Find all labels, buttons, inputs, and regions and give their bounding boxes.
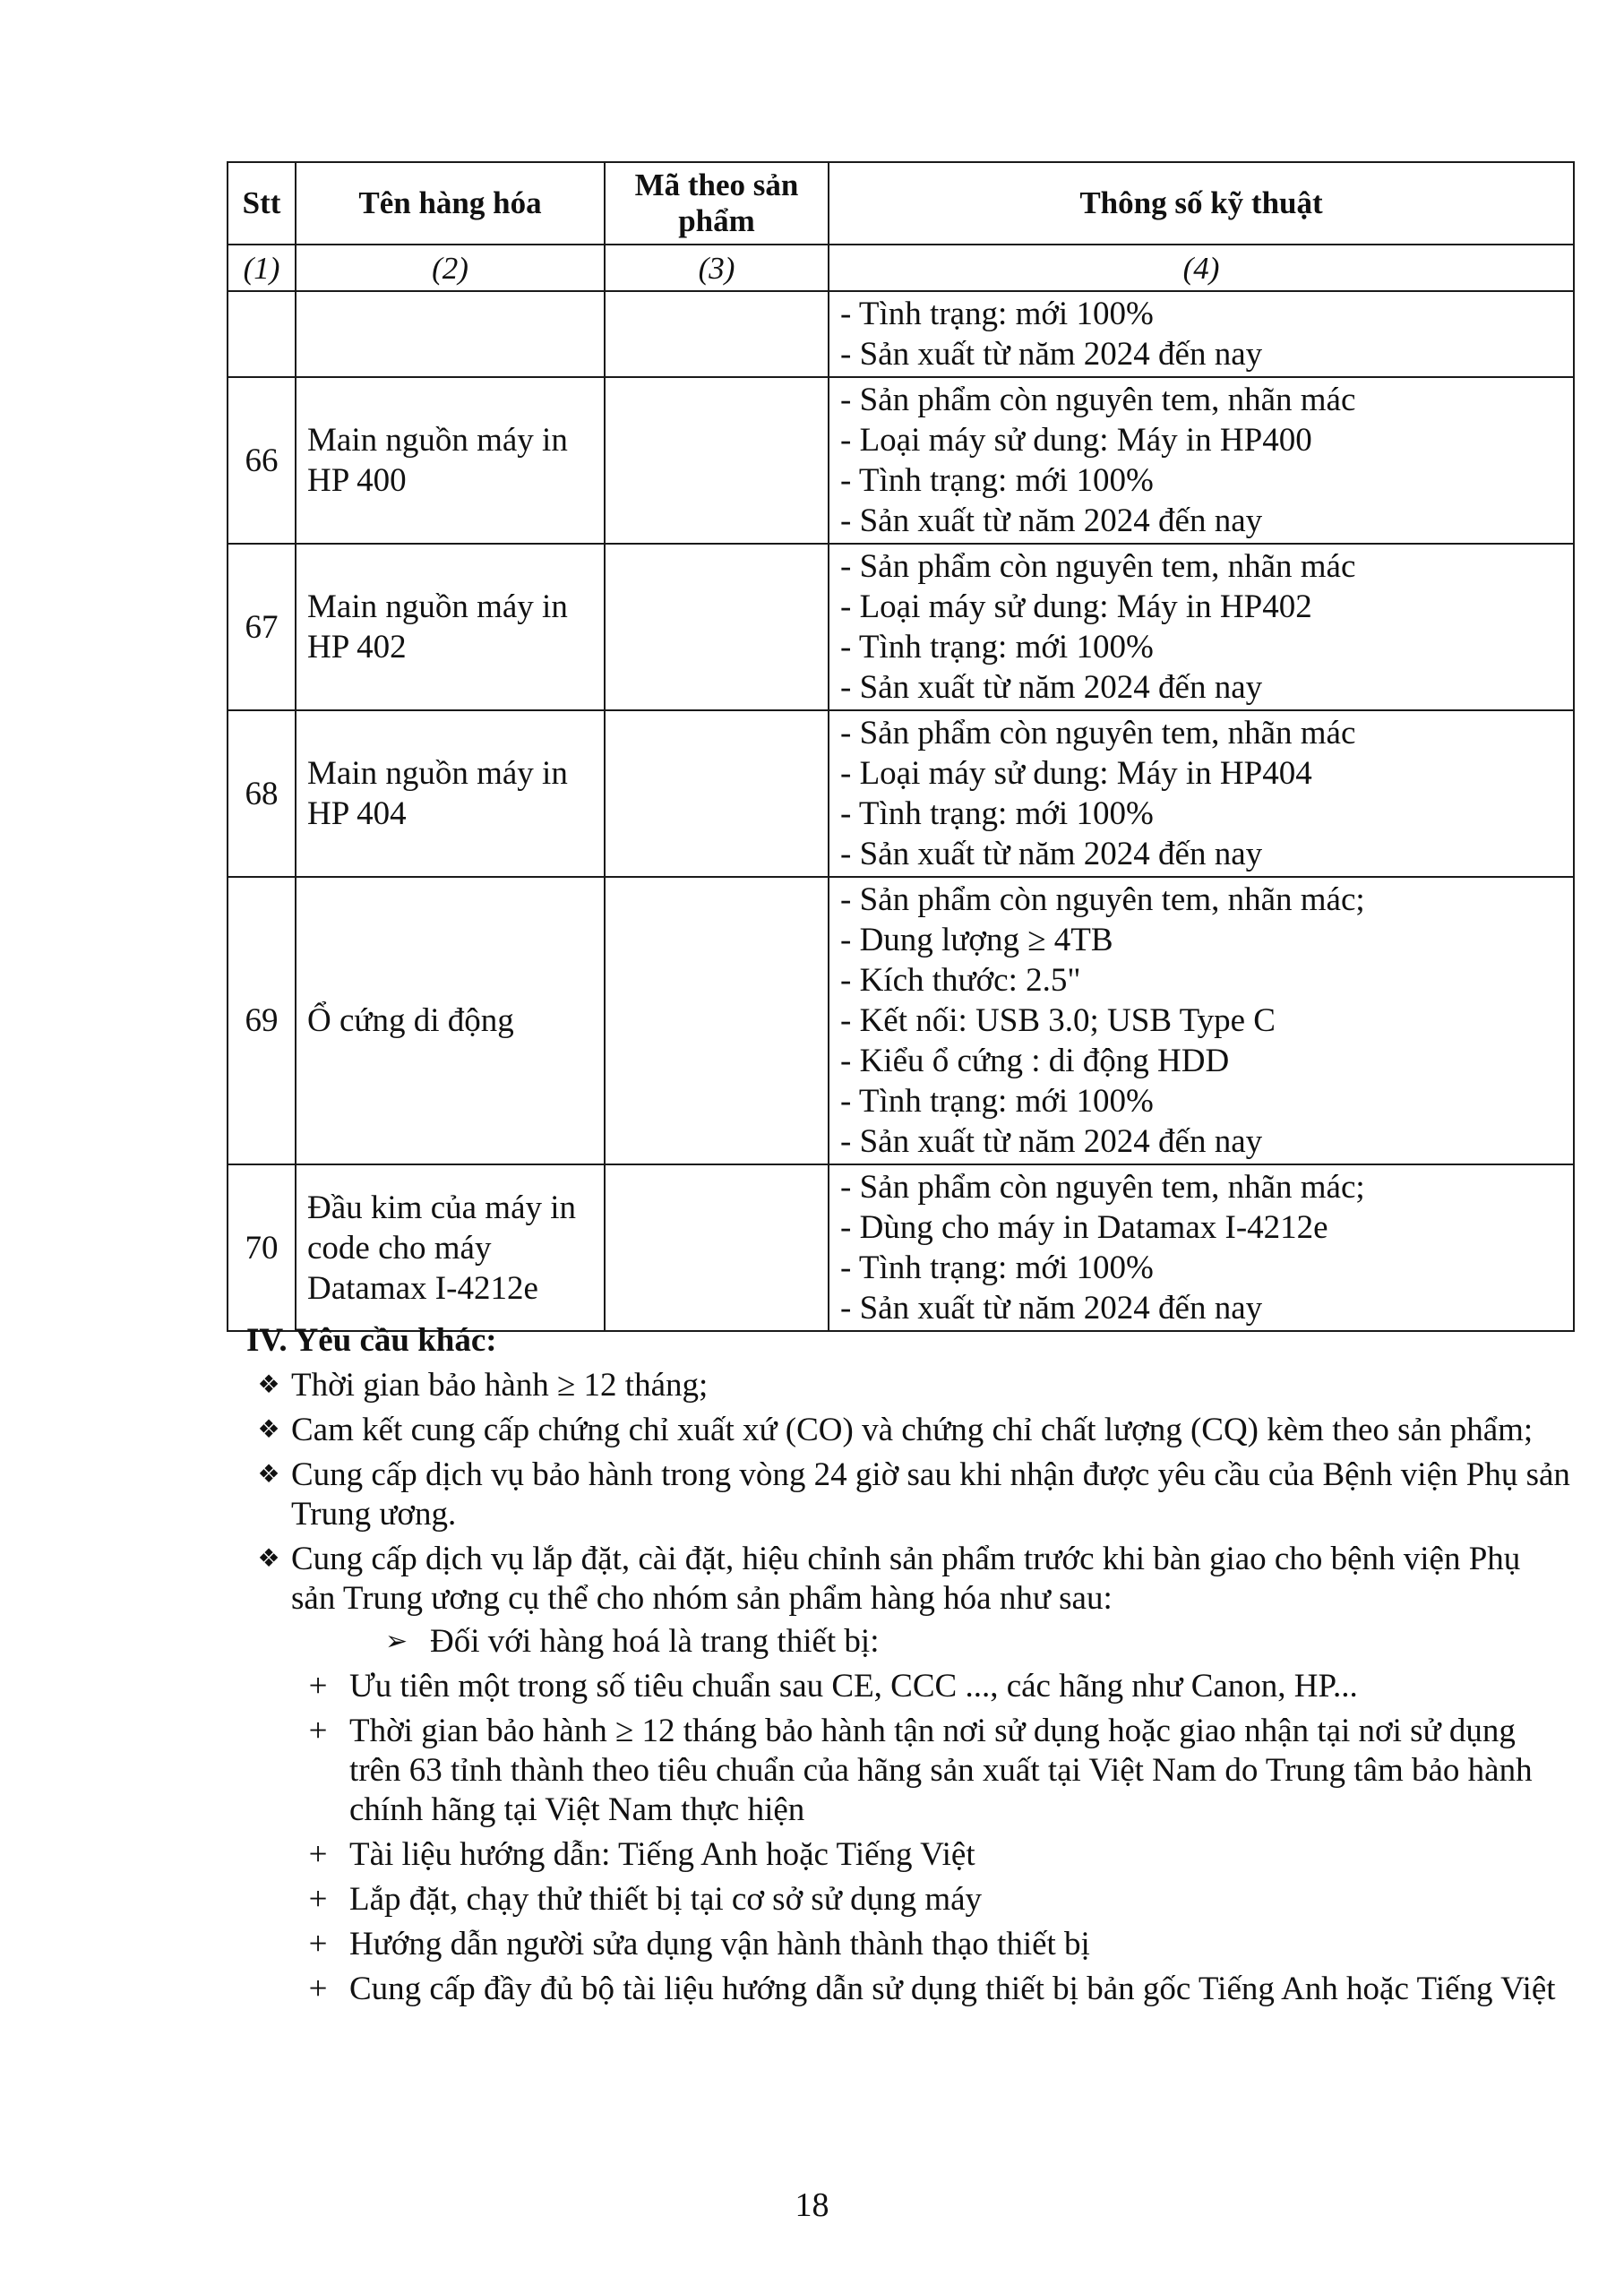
spec-line: - Sản xuất từ năm 2024 đến nay	[840, 1290, 1263, 1327]
header-stt: Stt	[228, 162, 296, 245]
spec-cell	[829, 291, 1574, 377]
equipment-requirement-text: Tài liệu hướng dẫn: Tiếng Anh hoặc Tiếng Việt	[349, 1836, 975, 1873]
header-row	[228, 162, 1574, 245]
table-row	[228, 291, 1574, 377]
diamond-bullet-icon: ❖	[257, 1545, 280, 1573]
equipment-requirement-text: Hướng dẫn người sửa dụng vận hành thành thạo thiết bị	[349, 1926, 1090, 1962]
name-cell	[296, 291, 605, 377]
spec-line: - Tình trạng: mới 100%	[840, 1083, 1154, 1120]
spec-line: - Kết nối: USB 3.0; USB Type C	[840, 1002, 1276, 1039]
requirement-item	[246, 1456, 1572, 1534]
spec-cell	[829, 877, 1574, 1164]
plus-icon: +	[308, 1836, 328, 1873]
equipment-subheading	[385, 1622, 1572, 1662]
requirement-item	[246, 1540, 1572, 1619]
requirement-text: Cung cấp dịch vụ lắp đặt, cài đặt, hiệu chỉnh sản phẩm trước khi bàn giao cho bệnh viện Phụ sản Trung ương cụ thể cho nhóm sản phẩm hàng hóa như sau:	[291, 1541, 1521, 1617]
equipment-requirement-item	[287, 1925, 1572, 1964]
diamond-bullet-icon: ❖	[257, 1371, 280, 1399]
spec-line: - Sản xuất từ năm 2024 đến nay	[840, 336, 1263, 373]
table-body	[228, 291, 1574, 1331]
name-cell: Main nguồn máy in HP 400	[296, 377, 605, 544]
column-number: (3)	[605, 245, 829, 291]
equipment-requirements-list	[246, 1667, 1572, 2009]
name-cell: Đầu kim của máy in code cho máy Datamax I-4212e	[296, 1164, 605, 1331]
table-row	[228, 377, 1574, 544]
requirement-text: Cung cấp dịch vụ bảo hành trong vòng 24 giờ sau khi nhận được yêu cầu của Bệnh viện Phụ sản Trung ương.	[291, 1456, 1570, 1533]
spec-line: - Dùng cho máy in Datamax I-4212e	[840, 1209, 1328, 1246]
table-row	[228, 544, 1574, 710]
column-number: (2)	[296, 245, 605, 291]
spec-table	[227, 161, 1575, 1332]
spec-line: - Loại máy sử dung: Máy in HP402	[840, 588, 1312, 625]
name-cell: Main nguồn máy in HP 402	[296, 544, 605, 710]
spec-line: - Sản xuất từ năm 2024 đến nay	[840, 669, 1263, 706]
header-name: Tên hàng hóa	[296, 162, 605, 245]
spec-line: - Kiểu ổ cứng : di động HDD	[840, 1043, 1230, 1079]
requirement-item	[246, 1366, 1572, 1405]
equipment-requirement-text: Ưu tiên một trong số tiêu chuẩn sau CE, CCC ..., các hãng như Canon, HP...	[349, 1668, 1358, 1705]
spec-line: - Sản phẩm còn nguyên tem, nhãn mác	[840, 548, 1356, 585]
spec-cell	[829, 377, 1574, 544]
column-number: (1)	[228, 245, 296, 291]
column-number: (4)	[829, 245, 1574, 291]
table-row	[228, 1164, 1574, 1331]
arrow-icon: ➢	[385, 1627, 408, 1656]
spec-line: - Sản phẩm còn nguyên tem, nhãn mác;	[840, 1169, 1365, 1206]
equipment-requirement-item	[287, 1712, 1572, 1830]
header-code: Mã theo sản phẩm	[605, 162, 829, 245]
column-number-row	[228, 245, 1574, 291]
stt-cell	[228, 291, 296, 377]
name-cell: Ổ cứng di động	[296, 877, 605, 1164]
spec-line: - Tình trạng: mới 100%	[840, 462, 1154, 499]
diamond-bullet-icon: ❖	[257, 1416, 280, 1444]
code-cell	[605, 877, 829, 1164]
page-number: 18	[795, 2186, 829, 2224]
section-heading: IV. Yêu cầu khác:	[246, 1322, 497, 1359]
header-spec: Thông số kỹ thuật	[829, 162, 1574, 245]
equipment-requirement-item	[287, 1880, 1572, 1919]
spec-cell	[829, 710, 1574, 877]
plus-icon: +	[308, 1668, 328, 1705]
plus-icon: +	[308, 1713, 328, 1749]
name-cell: Main nguồn máy in HP 404	[296, 710, 605, 877]
equipment-requirement-text: Thời gian bảo hành ≥ 12 tháng bảo hành tận nơi sử dụng hoặc giao nhận tại nơi sử dụng trên 63 tỉnh thành theo tiêu chuẩn của hãng sản xuất tại Việt Nam do Trung tâm bảo hành chính hãng tại Việt Nam thực hiện	[349, 1713, 1533, 1828]
equipment-requirement-item	[287, 1835, 1572, 1875]
requirement-item	[246, 1411, 1572, 1450]
code-cell	[605, 710, 829, 877]
spec-line: - Sản xuất từ năm 2024 đến nay	[840, 1123, 1263, 1160]
requirements-list	[246, 1366, 1572, 1619]
plus-icon: +	[308, 1971, 328, 2007]
equipment-requirement-text: Lắp đặt, chạy thử thiết bị tại cơ sở sử dụng máy	[349, 1881, 983, 1918]
spec-line: - Sản phẩm còn nguyên tem, nhãn mác	[840, 715, 1356, 751]
requirement-text: Cam kết cung cấp chứng chỉ xuất xứ (CO) và chứng chỉ chất lượng (CQ) kèm theo sản phẩm;	[291, 1412, 1534, 1448]
stt-cell: 70	[228, 1164, 296, 1331]
table-row	[228, 877, 1574, 1164]
code-cell	[605, 544, 829, 710]
plus-icon: +	[308, 1881, 328, 1918]
spec-line: - Sản xuất từ năm 2024 đến nay	[840, 836, 1263, 872]
subheading-text: Đối với hàng hoá là trang thiết bị:	[430, 1623, 880, 1660]
code-cell	[605, 1164, 829, 1331]
spec-line: - Tình trạng: mới 100%	[840, 795, 1154, 832]
requirement-text: Thời gian bảo hành ≥ 12 tháng;	[291, 1367, 709, 1404]
spec-line: - Sản phẩm còn nguyên tem, nhãn mác	[840, 382, 1356, 418]
table-row	[228, 710, 1574, 877]
other-requirements	[246, 1321, 1572, 2009]
spec-line: - Loại máy sử dung: Máy in HP404	[840, 755, 1312, 792]
spec-line: - Sản phẩm còn nguyên tem, nhãn mác;	[840, 881, 1365, 918]
spec-line: - Tình trạng: mới 100%	[840, 629, 1154, 666]
plus-icon: +	[308, 1926, 328, 1962]
spec-line: - Kích thước: 2.5"	[840, 962, 1081, 999]
code-cell	[605, 377, 829, 544]
spec-cell	[829, 544, 1574, 710]
stt-cell: 66	[228, 377, 296, 544]
spec-line: - Dung lượng ≥ 4TB	[840, 922, 1113, 958]
stt-cell: 69	[228, 877, 296, 1164]
spec-line: - Sản xuất từ năm 2024 đến nay	[840, 502, 1263, 539]
stt-cell: 67	[228, 544, 296, 710]
spec-line: - Tình trạng: mới 100%	[840, 1250, 1154, 1286]
equipment-requirement-item	[287, 1970, 1572, 2009]
equipment-requirement-text: Cung cấp đầy đủ bộ tài liệu hướng dẫn sử dụng thiết bị bản gốc Tiếng Anh hoặc Tiếng Việt	[349, 1971, 1556, 2007]
stt-cell: 68	[228, 710, 296, 877]
spec-line: - Tình trạng: mới 100%	[840, 296, 1154, 332]
diamond-bullet-icon: ❖	[257, 1461, 280, 1489]
spec-line: - Loại máy sử dung: Máy in HP400	[840, 422, 1312, 459]
equipment-requirement-item	[287, 1667, 1572, 1706]
spec-cell	[829, 1164, 1574, 1331]
code-cell	[605, 291, 829, 377]
